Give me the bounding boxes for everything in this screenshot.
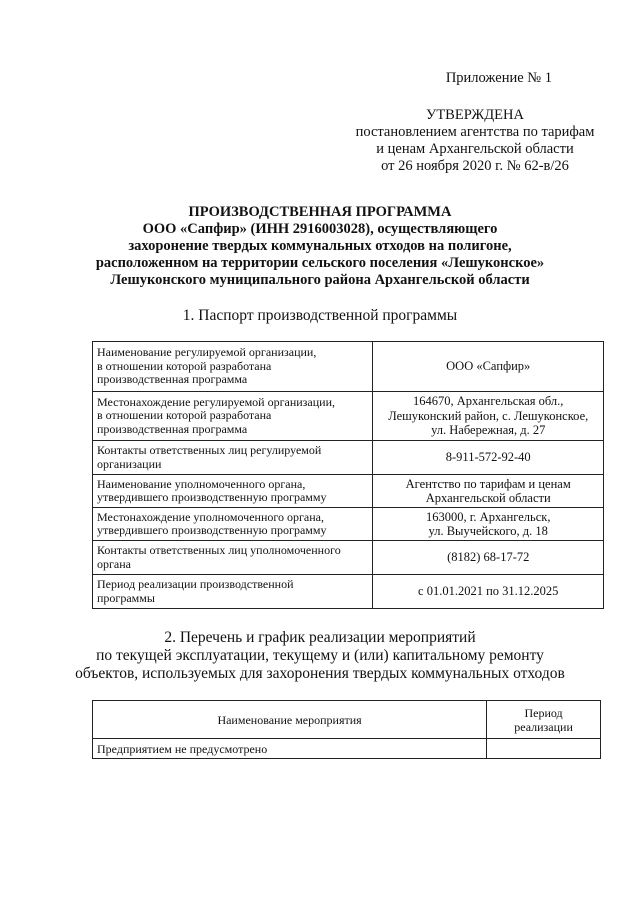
approval-line: от 26 ноября 2020 г. № 62-в/26 bbox=[381, 158, 569, 174]
approved-label: УТВЕРЖДЕНА bbox=[426, 107, 524, 123]
approval-line: и ценам Архангельской области bbox=[376, 141, 574, 157]
row-value: с 01.01.2021 по 31.12.2025 bbox=[373, 575, 604, 609]
row-label: Наименование регулируемой организации, в отношении которой разработана производственная программа bbox=[93, 342, 373, 392]
row-value: Агентство по тарифам и ценам Архангельской области bbox=[373, 475, 604, 508]
row-label: Контакты ответственных лиц регулируемой организации bbox=[93, 441, 373, 475]
section1-heading: 1. Паспорт производственной программы bbox=[182, 307, 458, 324]
section2-heading-line: по текущей эксплуатации, текущему и (или) капитальному ремонту bbox=[96, 647, 544, 664]
table-row bbox=[93, 441, 604, 475]
title-line: расположенном на территории сельского поселения «Лешуконское» bbox=[95, 255, 545, 271]
table-row bbox=[93, 475, 604, 508]
title-line: захоронение твердых коммунальных отходов на полигоне, bbox=[128, 238, 512, 254]
column-header-name: Наименование мероприятия bbox=[93, 701, 487, 739]
document-title bbox=[0, 204, 640, 289]
column-header-period: Период реализации bbox=[487, 701, 601, 739]
row-label: Контакты ответственных лиц уполномоченного органа bbox=[93, 541, 373, 575]
table-row bbox=[93, 541, 604, 575]
section2-heading-line: объектов, используемых для захоронения твердых коммунальных отходов bbox=[75, 665, 565, 682]
section2-heading-line: 2. Перечень и график реализации мероприятий bbox=[164, 629, 476, 646]
table-row bbox=[93, 342, 604, 392]
row-label: Местонахождение регулируемой организации, в отношении которой разработана производственная программа bbox=[93, 392, 373, 441]
table-row bbox=[93, 575, 604, 609]
row-value: 8-911-572-92-40 bbox=[373, 441, 604, 475]
appendix-label: Приложение № 1 bbox=[445, 70, 552, 86]
section2-heading bbox=[0, 629, 640, 683]
row-label: Наименование уполномоченного органа, утвердившего производственную программу bbox=[93, 475, 373, 508]
title-line: ООО «Сапфир» (ИНН 2916003028), осуществляющего bbox=[142, 221, 498, 237]
row-value: (8182) 68-17-72 bbox=[373, 541, 604, 575]
row-label: Период реализации производственной программы bbox=[93, 575, 373, 609]
passport-table bbox=[92, 341, 604, 609]
table-header-row bbox=[93, 701, 601, 739]
row-value: 163000, г. Архангельск, ул. Выучейского, д. 18 bbox=[373, 508, 604, 541]
event-period bbox=[487, 739, 601, 759]
approval-line: постановлением агентства по тарифам bbox=[355, 124, 595, 140]
event-name: Предприятием не предусмотрено bbox=[93, 739, 487, 759]
title-line: ПРОИЗВОДСТВЕННАЯ ПРОГРАММА bbox=[188, 204, 452, 220]
table-row bbox=[93, 392, 604, 441]
row-value: 164670, Архангельская обл., Лешуконский район, с. Лешуконское, ул. Набережная, д. 27 bbox=[373, 392, 604, 441]
row-value: ООО «Сапфир» bbox=[373, 342, 604, 392]
approval-block bbox=[340, 107, 610, 175]
table-row bbox=[93, 508, 604, 541]
events-table bbox=[92, 700, 601, 759]
table-row bbox=[93, 739, 601, 759]
title-line: Лешуконского муниципального района Архангельской области bbox=[110, 272, 530, 288]
row-label: Местонахождение уполномоченного органа, утвердившего производственную программу bbox=[93, 508, 373, 541]
